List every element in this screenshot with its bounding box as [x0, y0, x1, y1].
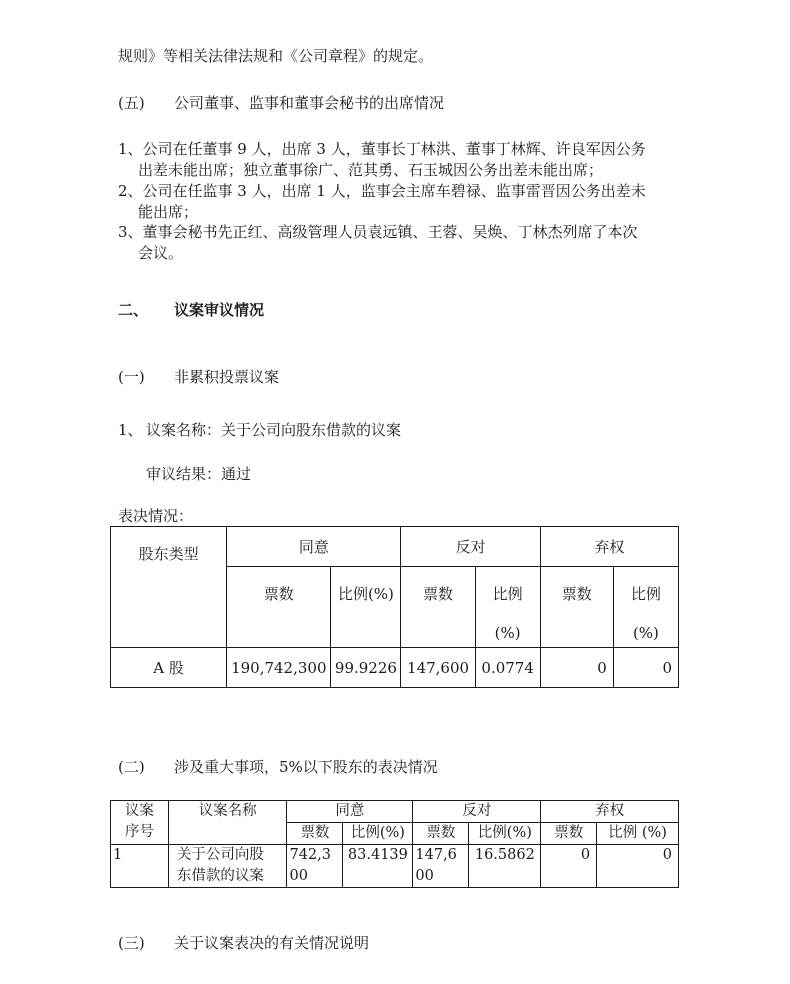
- list-item-2-line-1: 2、公司在任监事 3 人，出席 1 人，监事会主席车碧禄、监事雷晋因公务出差未: [118, 182, 646, 200]
- votes-line-1: 742,3: [289, 847, 331, 863]
- header-oppose-votes: 票数: [401, 567, 475, 648]
- header-abstain: 弃权: [541, 801, 679, 823]
- header-abstain-ratio: 比例 (%): [597, 823, 679, 845]
- chapter-number: 二、: [118, 301, 149, 319]
- motion-name-line-2: 东借款的议案: [176, 868, 264, 884]
- table-row: [111, 845, 679, 888]
- cell-oppose-ratio: 16.5862: [469, 845, 541, 888]
- header-agree-ratio: 比例(%): [343, 823, 413, 845]
- header-oppose-ratio: [475, 567, 540, 648]
- header-agree-votes: 票数: [287, 823, 343, 845]
- ratio-unit: (%): [494, 624, 521, 642]
- motion-number: 1、: [118, 421, 143, 439]
- header-oppose: 反对: [413, 801, 541, 823]
- motion-name: 议案名称：关于公司向股东借款的议案: [146, 421, 402, 439]
- chapter-two-heading: [118, 300, 264, 320]
- header-oppose: 反对: [401, 527, 540, 567]
- cell-agree-ratio: 99.9226: [331, 648, 401, 688]
- cell-motion-seq: 1: [111, 845, 169, 888]
- cell-agree-votes: [287, 845, 343, 888]
- chapter-title: 议案审议情况: [174, 301, 265, 319]
- cell-abstain-votes: 0: [540, 648, 613, 688]
- subsection-title: 涉及重大事项，5%以下股东的表决情况: [174, 758, 438, 776]
- cell-oppose-ratio: 0.0774: [475, 648, 540, 688]
- table-row: [111, 648, 679, 688]
- list-item-3-line-1: 3、董事会秘书先正红、高级管理人员袁远镇、王蓉、吴焕、丁林杰列席了本次: [118, 223, 638, 241]
- header-agree: 同意: [227, 527, 401, 567]
- header-agree-votes: 票数: [227, 567, 331, 648]
- review-result: 审议结果：通过: [146, 465, 252, 483]
- cell-oppose-votes: [413, 845, 469, 888]
- subsection-three-heading: [118, 933, 369, 953]
- cell-abstain-ratio: 0: [597, 845, 679, 888]
- cell-motion-name: [168, 845, 287, 888]
- header-oppose-votes: 票数: [413, 823, 469, 845]
- table-header-row: [111, 527, 679, 567]
- motion-name-line-1: 关于公司向股: [176, 847, 264, 863]
- votes-line-2: 00: [415, 868, 434, 884]
- vote-table: [110, 526, 679, 688]
- section-title: 公司董事、监事和董事会秘书的出席情况: [174, 94, 445, 112]
- list-item-1-line-1: 1、公司在任董事 9 人，出席 3 人，董事长丁林洪、董事丁林辉、许良军因公务: [118, 140, 646, 158]
- header-shareholder-type: 股东类型: [111, 527, 227, 648]
- paragraph-continuation: 规则》等相关法律法规和《公司章程》的规定。: [118, 47, 434, 65]
- motion-item-heading: [118, 420, 401, 440]
- ratio-unit: (%): [632, 624, 659, 642]
- cell-agree-ratio: 83.4139: [343, 845, 413, 888]
- list-item-1-line-2: 出差未能出席；独立董事徐广、范其勇、石玉城因公务出差未能出席；: [138, 161, 604, 179]
- list-item-2-line-2: 能出席；: [138, 203, 199, 221]
- cell-abstain-ratio: 0: [613, 648, 678, 688]
- cell-oppose-votes: 147,600: [401, 648, 475, 688]
- subsection-one-heading: [118, 367, 279, 387]
- section-number: (五): [118, 94, 145, 112]
- seq-label-line-1: 议案: [124, 803, 154, 819]
- subsection-title: 非累积投票议案: [174, 368, 280, 386]
- votes-line-1: 147,6: [415, 847, 457, 863]
- header-abstain-votes: 票数: [541, 823, 597, 845]
- header-abstain-ratio: [613, 567, 678, 648]
- section-five-heading: [118, 93, 444, 113]
- header-oppose-ratio: 比例(%): [469, 823, 541, 845]
- header-motion-seq: [111, 801, 169, 845]
- ratio-label: 比例: [492, 585, 523, 603]
- subsection-number: (二): [118, 758, 145, 776]
- header-abstain: 弃权: [540, 527, 678, 567]
- header-motion-name: 议案名称: [168, 801, 287, 845]
- ratio-label: 比例: [630, 585, 661, 603]
- seq-label-line-2: 序号: [124, 824, 154, 840]
- table-header-row: [111, 801, 679, 823]
- header-agree-ratio: 比例(%): [331, 567, 401, 648]
- header-abstain-votes: 票数: [540, 567, 613, 648]
- small-shareholder-vote-table: [110, 800, 679, 888]
- header-agree: 同意: [287, 801, 413, 823]
- vote-label: 表决情况：: [118, 507, 194, 525]
- cell-shareholder-type: A 股: [111, 648, 227, 688]
- subsection-number: (一): [118, 368, 145, 386]
- subsection-number: (三): [118, 934, 145, 952]
- cell-abstain-votes: 0: [541, 845, 597, 888]
- subsection-title: 关于议案表决的有关情况说明: [174, 934, 370, 952]
- votes-line-2: 00: [289, 868, 308, 884]
- subsection-two-heading: [118, 757, 438, 777]
- cell-agree-votes: 190,742,300: [227, 648, 331, 688]
- list-item-3-line-2: 会议。: [138, 244, 184, 262]
